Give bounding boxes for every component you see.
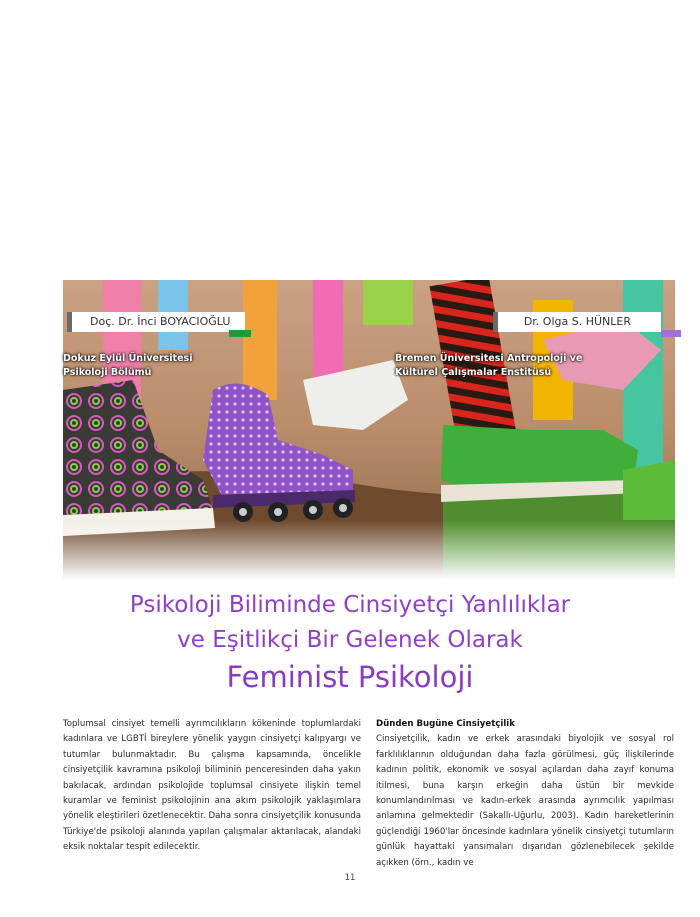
affiliation-left-line1: Dokuz Eylül Üniversitesi — [63, 353, 193, 364]
affiliation-left — [63, 352, 192, 380]
affiliation-right-line2: Kültürel Çalışmalar Enstitüsü — [395, 367, 552, 378]
affiliation-left-line2: Psikoloji Bölümü — [63, 367, 152, 378]
author-name-left — [67, 312, 245, 332]
page-number: 11 — [344, 873, 356, 883]
section-paragraph: Cinsiyetçilik, kadın ve erkek arasındaki biyolojik ve sosyal rol farklılıklarının olduğundan daha fazla görülmesi, güç ilişkilerinde kadının politik, ekonomik ve sosyal açılardan daha zayıf konuma itilmesi, buna karşın erkeğin daha üstün bir mevkide konumlandırılması ve kadın-erkek arasında ayrımcılık yapılması anlamına gelmektedir (Sakallı-Uğurlu, 2003). Kadın hareketlerinin güçlendiği 1960'lar öncesinde kadınlara yönelik cinsiyetçi tutumların günlük hayattaki yansımaları dışarıdan gözlenebilecek şekilde açıkken (örn., kadın ve — [376, 734, 674, 868]
affiliation-right — [395, 352, 582, 380]
body-column-left — [63, 717, 361, 856]
affiliation-right-line1: Bremen Üniversitesi Antropoloji ve — [395, 353, 583, 364]
article-title-main: Feminist Psikoloji — [226, 660, 474, 694]
article-title-line2: ve Eşitlikçi Bir Gelenek Olarak — [177, 627, 523, 653]
author-name-left-text: Doç. Dr. İnci BOYACIOĞLU — [90, 315, 231, 328]
body-column-right — [376, 717, 674, 871]
accent-bar-purple — [661, 330, 681, 337]
section-heading: Dünden Bugüne Cinsiyetçilik — [376, 719, 515, 729]
author-name-right — [493, 312, 661, 332]
author-name-right-text: Dr. Olga S. HÜNLER — [523, 315, 631, 328]
article-title-line1: Psikoloji Biliminde Cinsiyetçi Yanlılıklar — [129, 592, 571, 618]
abstract-paragraph: Toplumsal cinsiyet temelli ayrımcılıkların kökeninde toplumlardaki kadınlara ve LGBTİ bireylere yönelik yaygın cinsiyetçi kalıpyargı ve tutumlar bulunmaktadır. Bu çalışma kapsamında, öncelikle cinsiyetçilik kavramına psikoloji biliminin penceresinden daha yakın bakılacak, ardından psikolojide toplumsal cinsiyete ilişkin temel kuramlar ve feminist psikolojinin ana akım psikolojik yaklaşımlara yönelik eleştirileri özetlenecektir. Daha sonra cinsiyetçilik konusunda Türkiye'de psikoloji alanında yapılan çalışmalar aktarılacak, alandaki eksik noktalar tespit edilecektir. — [63, 719, 361, 853]
accent-bar-green — [229, 330, 251, 337]
